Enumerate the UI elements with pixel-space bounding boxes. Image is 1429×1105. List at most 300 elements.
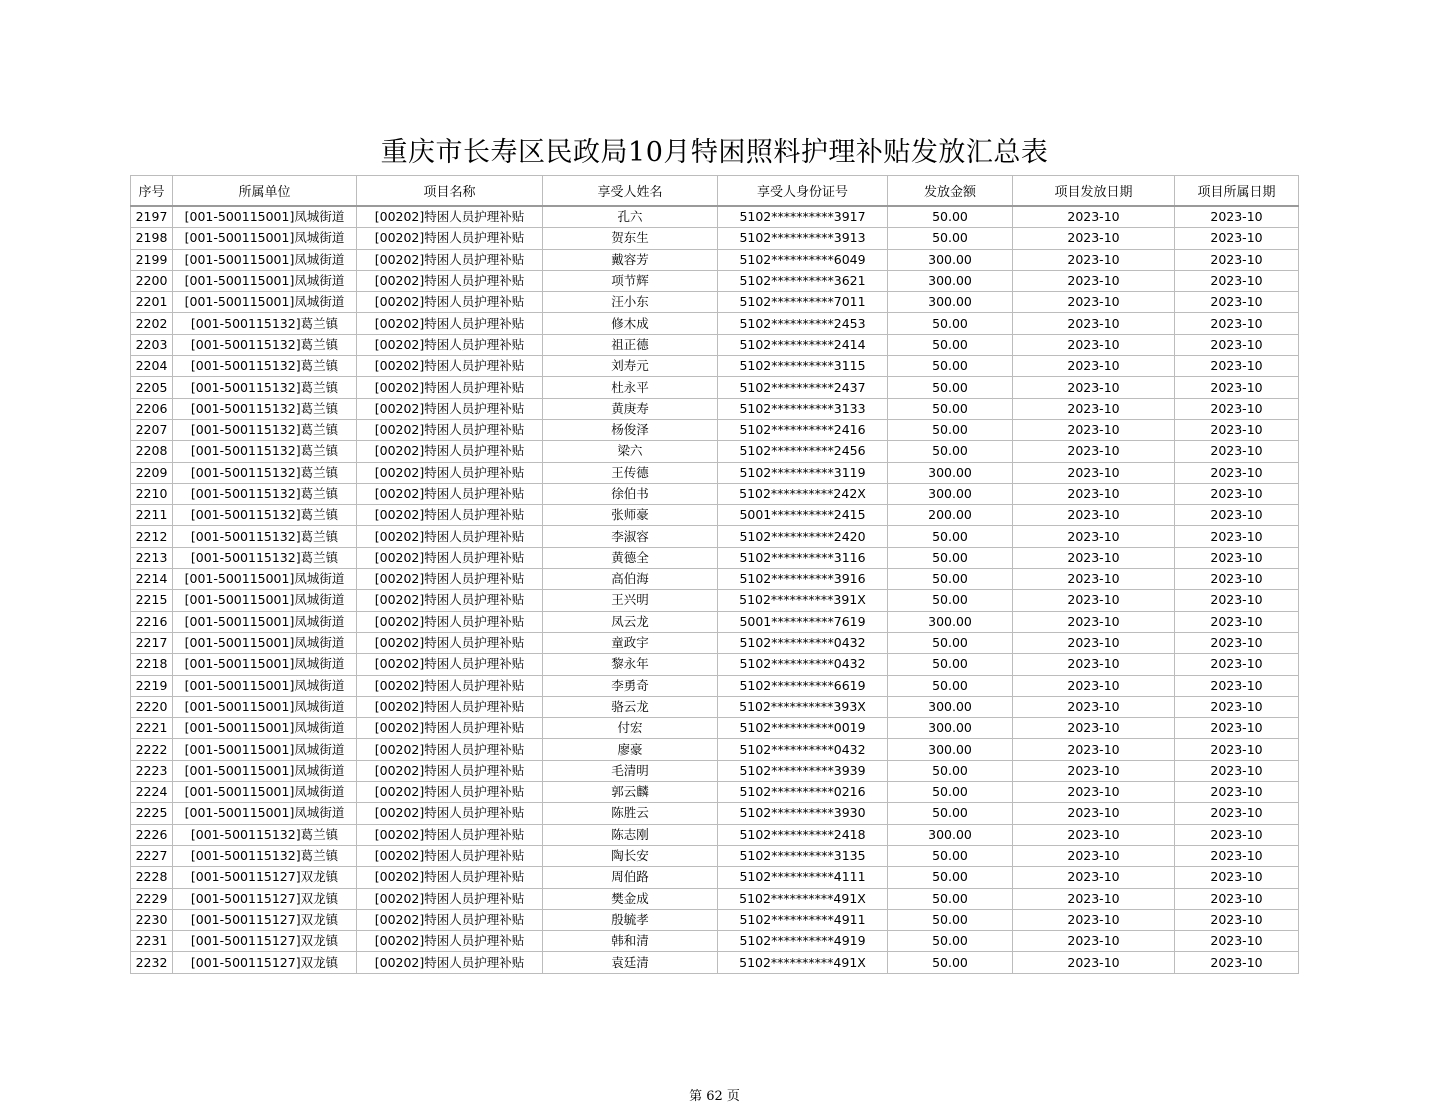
cell-id-number: 5102**********3116	[718, 547, 888, 568]
cell-index: 2211	[131, 505, 173, 526]
cell-project: [00202]特困人员护理补贴	[357, 313, 543, 334]
cell-recipient-name: 杜永平	[543, 377, 718, 398]
cell-issue-date: 2023-10	[1013, 398, 1175, 419]
cell-recipient-name: 杨俊泽	[543, 419, 718, 440]
cell-id-number: 5102**********3913	[718, 228, 888, 249]
table-row	[131, 206, 1299, 228]
table-row	[131, 803, 1299, 824]
cell-id-number: 5102**********491X	[718, 952, 888, 973]
cell-period-date: 2023-10	[1175, 867, 1299, 888]
cell-project: [00202]特困人员护理补贴	[357, 760, 543, 781]
column-header-amount: 发放金额	[888, 176, 1013, 207]
subsidy-table-container	[130, 175, 1298, 974]
cell-recipient-name: 黄德全	[543, 547, 718, 568]
cell-recipient-name: 张师豪	[543, 505, 718, 526]
cell-unit: [001-500115132]葛兰镇	[173, 419, 357, 440]
cell-index: 2231	[131, 931, 173, 952]
table-row	[131, 462, 1299, 483]
cell-recipient-name: 樊金成	[543, 888, 718, 909]
cell-project: [00202]特困人员护理补贴	[357, 569, 543, 590]
cell-index: 2204	[131, 356, 173, 377]
cell-id-number: 5102**********242X	[718, 483, 888, 504]
cell-amount: 50.00	[888, 356, 1013, 377]
cell-project: [00202]特困人员护理补贴	[357, 696, 543, 717]
cell-index: 2222	[131, 739, 173, 760]
cell-issue-date: 2023-10	[1013, 228, 1175, 249]
cell-issue-date: 2023-10	[1013, 632, 1175, 653]
cell-index: 2215	[131, 590, 173, 611]
cell-amount: 300.00	[888, 739, 1013, 760]
cell-amount: 50.00	[888, 803, 1013, 824]
cell-project: [00202]特困人员护理补贴	[357, 398, 543, 419]
cell-index: 2216	[131, 611, 173, 632]
cell-unit: [001-500115132]葛兰镇	[173, 462, 357, 483]
cell-amount: 50.00	[888, 760, 1013, 781]
cell-issue-date: 2023-10	[1013, 675, 1175, 696]
cell-recipient-name: 汪小东	[543, 292, 718, 313]
table-row	[131, 824, 1299, 845]
cell-amount: 300.00	[888, 696, 1013, 717]
table-row	[131, 313, 1299, 334]
cell-project: [00202]特困人员护理补贴	[357, 356, 543, 377]
cell-index: 2217	[131, 632, 173, 653]
cell-period-date: 2023-10	[1175, 888, 1299, 909]
cell-issue-date: 2023-10	[1013, 590, 1175, 611]
cell-recipient-name: 陶长安	[543, 845, 718, 866]
cell-amount: 300.00	[888, 824, 1013, 845]
cell-unit: [001-500115001]凤城街道	[173, 718, 357, 739]
document-title: 重庆市长寿区民政局10月特困照料护理补贴发放汇总表	[380, 137, 1049, 168]
cell-index: 2202	[131, 313, 173, 334]
cell-recipient-name: 袁廷清	[543, 952, 718, 973]
table-row	[131, 569, 1299, 590]
cell-unit: [001-500115132]葛兰镇	[173, 547, 357, 568]
cell-recipient-name: 项节辉	[543, 270, 718, 291]
cell-issue-date: 2023-10	[1013, 739, 1175, 760]
cell-amount: 50.00	[888, 441, 1013, 462]
cell-unit: [001-500115132]葛兰镇	[173, 356, 357, 377]
cell-period-date: 2023-10	[1175, 441, 1299, 462]
cell-period-date: 2023-10	[1175, 249, 1299, 270]
cell-id-number: 5102**********0432	[718, 632, 888, 653]
cell-issue-date: 2023-10	[1013, 547, 1175, 568]
cell-unit: [001-500115001]凤城街道	[173, 675, 357, 696]
cell-issue-date: 2023-10	[1013, 654, 1175, 675]
table-row	[131, 419, 1299, 440]
cell-period-date: 2023-10	[1175, 632, 1299, 653]
cell-period-date: 2023-10	[1175, 206, 1299, 228]
cell-recipient-name: 高伯海	[543, 569, 718, 590]
table-row	[131, 483, 1299, 504]
table-row	[131, 590, 1299, 611]
cell-index: 2221	[131, 718, 173, 739]
cell-amount: 50.00	[888, 334, 1013, 355]
cell-project: [00202]特困人员护理补贴	[357, 845, 543, 866]
cell-index: 2229	[131, 888, 173, 909]
cell-issue-date: 2023-10	[1013, 334, 1175, 355]
cell-id-number: 5102**********0019	[718, 718, 888, 739]
cell-recipient-name: 黎永年	[543, 654, 718, 675]
cell-index: 2228	[131, 867, 173, 888]
cell-recipient-name: 修木成	[543, 313, 718, 334]
table-header-row	[131, 176, 1299, 207]
cell-unit: [001-500115127]双龙镇	[173, 867, 357, 888]
table-row	[131, 526, 1299, 547]
cell-index: 2199	[131, 249, 173, 270]
cell-id-number: 5102**********0432	[718, 654, 888, 675]
cell-id-number: 5102**********4111	[718, 867, 888, 888]
cell-project: [00202]特困人员护理补贴	[357, 803, 543, 824]
table-row	[131, 888, 1299, 909]
cell-project: [00202]特困人员护理补贴	[357, 867, 543, 888]
cell-unit: [001-500115001]凤城街道	[173, 654, 357, 675]
cell-project: [00202]特困人员护理补贴	[357, 675, 543, 696]
cell-issue-date: 2023-10	[1013, 441, 1175, 462]
cell-id-number: 5102**********7011	[718, 292, 888, 313]
cell-issue-date: 2023-10	[1013, 483, 1175, 504]
column-header-id-number: 享受人身份证号	[718, 176, 888, 207]
table-row	[131, 270, 1299, 291]
cell-issue-date: 2023-10	[1013, 419, 1175, 440]
cell-period-date: 2023-10	[1175, 739, 1299, 760]
cell-project: [00202]特困人员护理补贴	[357, 419, 543, 440]
cell-period-date: 2023-10	[1175, 718, 1299, 739]
cell-project: [00202]特困人员护理补贴	[357, 632, 543, 653]
cell-issue-date: 2023-10	[1013, 952, 1175, 973]
cell-unit: [001-500115132]葛兰镇	[173, 313, 357, 334]
cell-index: 2197	[131, 206, 173, 228]
table-row	[131, 441, 1299, 462]
cell-period-date: 2023-10	[1175, 398, 1299, 419]
cell-amount: 50.00	[888, 931, 1013, 952]
cell-id-number: 5001**********7619	[718, 611, 888, 632]
cell-period-date: 2023-10	[1175, 419, 1299, 440]
cell-period-date: 2023-10	[1175, 909, 1299, 930]
table-row	[131, 505, 1299, 526]
cell-issue-date: 2023-10	[1013, 292, 1175, 313]
cell-project: [00202]特困人员护理补贴	[357, 590, 543, 611]
cell-unit: [001-500115127]双龙镇	[173, 888, 357, 909]
cell-recipient-name: 黄庚寿	[543, 398, 718, 419]
cell-unit: [001-500115132]葛兰镇	[173, 505, 357, 526]
cell-amount: 50.00	[888, 313, 1013, 334]
cell-unit: [001-500115132]葛兰镇	[173, 526, 357, 547]
cell-amount: 50.00	[888, 206, 1013, 228]
cell-project: [00202]特困人员护理补贴	[357, 931, 543, 952]
cell-recipient-name: 祖正德	[543, 334, 718, 355]
cell-recipient-name: 王传德	[543, 462, 718, 483]
cell-index: 2225	[131, 803, 173, 824]
table-row	[131, 739, 1299, 760]
cell-issue-date: 2023-10	[1013, 526, 1175, 547]
cell-issue-date: 2023-10	[1013, 696, 1175, 717]
cell-project: [00202]特困人员护理补贴	[357, 547, 543, 568]
cell-amount: 50.00	[888, 547, 1013, 568]
cell-issue-date: 2023-10	[1013, 206, 1175, 228]
cell-id-number: 5102**********2420	[718, 526, 888, 547]
table-row	[131, 760, 1299, 781]
cell-id-number: 5102**********3621	[718, 270, 888, 291]
cell-issue-date: 2023-10	[1013, 611, 1175, 632]
cell-index: 2230	[131, 909, 173, 930]
cell-index: 2207	[131, 419, 173, 440]
table-row	[131, 952, 1299, 973]
cell-id-number: 5102**********3916	[718, 569, 888, 590]
cell-id-number: 5102**********2437	[718, 377, 888, 398]
cell-index: 2203	[131, 334, 173, 355]
cell-project: [00202]特困人员护理补贴	[357, 270, 543, 291]
cell-index: 2212	[131, 526, 173, 547]
cell-amount: 50.00	[888, 228, 1013, 249]
cell-id-number: 5102**********0432	[718, 739, 888, 760]
cell-period-date: 2023-10	[1175, 569, 1299, 590]
cell-period-date: 2023-10	[1175, 803, 1299, 824]
cell-issue-date: 2023-10	[1013, 249, 1175, 270]
table-row	[131, 292, 1299, 313]
cell-recipient-name: 韩和清	[543, 931, 718, 952]
cell-id-number: 5102**********3930	[718, 803, 888, 824]
cell-period-date: 2023-10	[1175, 931, 1299, 952]
cell-amount: 50.00	[888, 590, 1013, 611]
cell-id-number: 5102**********391X	[718, 590, 888, 611]
cell-period-date: 2023-10	[1175, 590, 1299, 611]
cell-project: [00202]特困人员护理补贴	[357, 462, 543, 483]
cell-index: 2200	[131, 270, 173, 291]
cell-amount: 50.00	[888, 782, 1013, 803]
table-row	[131, 334, 1299, 355]
cell-recipient-name: 周伯路	[543, 867, 718, 888]
cell-unit: [001-500115001]凤城街道	[173, 228, 357, 249]
cell-period-date: 2023-10	[1175, 952, 1299, 973]
cell-unit: [001-500115132]葛兰镇	[173, 334, 357, 355]
cell-id-number: 5102**********2418	[718, 824, 888, 845]
cell-id-number: 5102**********491X	[718, 888, 888, 909]
cell-index: 2214	[131, 569, 173, 590]
cell-project: [00202]特困人员护理补贴	[357, 654, 543, 675]
cell-issue-date: 2023-10	[1013, 313, 1175, 334]
table-row	[131, 718, 1299, 739]
cell-unit: [001-500115132]葛兰镇	[173, 483, 357, 504]
cell-id-number: 5102**********2456	[718, 441, 888, 462]
cell-recipient-name: 贺东生	[543, 228, 718, 249]
cell-issue-date: 2023-10	[1013, 867, 1175, 888]
cell-unit: [001-500115132]葛兰镇	[173, 441, 357, 462]
cell-recipient-name: 陈胜云	[543, 803, 718, 824]
cell-index: 2198	[131, 228, 173, 249]
cell-amount: 300.00	[888, 718, 1013, 739]
table-row	[131, 675, 1299, 696]
table-row	[131, 611, 1299, 632]
cell-index: 2205	[131, 377, 173, 398]
cell-id-number: 5102**********6049	[718, 249, 888, 270]
cell-period-date: 2023-10	[1175, 611, 1299, 632]
cell-period-date: 2023-10	[1175, 760, 1299, 781]
cell-index: 2220	[131, 696, 173, 717]
cell-period-date: 2023-10	[1175, 505, 1299, 526]
cell-issue-date: 2023-10	[1013, 760, 1175, 781]
cell-id-number: 5102**********3917	[718, 206, 888, 228]
cell-index: 2208	[131, 441, 173, 462]
cell-period-date: 2023-10	[1175, 270, 1299, 291]
cell-amount: 50.00	[888, 569, 1013, 590]
cell-unit: [001-500115127]双龙镇	[173, 952, 357, 973]
cell-recipient-name: 骆云龙	[543, 696, 718, 717]
cell-project: [00202]特困人员护理补贴	[357, 377, 543, 398]
cell-issue-date: 2023-10	[1013, 377, 1175, 398]
cell-issue-date: 2023-10	[1013, 718, 1175, 739]
cell-recipient-name: 梁六	[543, 441, 718, 462]
cell-amount: 300.00	[888, 611, 1013, 632]
column-header-unit: 所属单位	[173, 176, 357, 207]
cell-amount: 50.00	[888, 909, 1013, 930]
cell-recipient-name: 殷毓孝	[543, 909, 718, 930]
cell-unit: [001-500115001]凤城街道	[173, 611, 357, 632]
cell-index: 2213	[131, 547, 173, 568]
cell-index: 2226	[131, 824, 173, 845]
cell-project: [00202]特困人员护理补贴	[357, 441, 543, 462]
cell-period-date: 2023-10	[1175, 377, 1299, 398]
cell-id-number: 5102**********3135	[718, 845, 888, 866]
cell-project: [00202]特困人员护理补贴	[357, 292, 543, 313]
cell-period-date: 2023-10	[1175, 654, 1299, 675]
cell-recipient-name: 童政宇	[543, 632, 718, 653]
cell-period-date: 2023-10	[1175, 462, 1299, 483]
cell-project: [00202]特困人员护理补贴	[357, 611, 543, 632]
cell-project: [00202]特困人员护理补贴	[357, 334, 543, 355]
subsidy-table	[130, 175, 1299, 974]
page-number: 第 62 页	[689, 1089, 740, 1104]
cell-index: 2201	[131, 292, 173, 313]
cell-amount: 50.00	[888, 845, 1013, 866]
column-header-issue-date: 项目发放日期	[1013, 176, 1175, 207]
cell-index: 2223	[131, 760, 173, 781]
cell-project: [00202]特困人员护理补贴	[357, 824, 543, 845]
cell-issue-date: 2023-10	[1013, 505, 1175, 526]
cell-project: [00202]特困人员护理补贴	[357, 249, 543, 270]
table-row	[131, 249, 1299, 270]
cell-issue-date: 2023-10	[1013, 888, 1175, 909]
cell-issue-date: 2023-10	[1013, 270, 1175, 291]
cell-id-number: 5102**********6619	[718, 675, 888, 696]
cell-project: [00202]特困人员护理补贴	[357, 782, 543, 803]
cell-period-date: 2023-10	[1175, 782, 1299, 803]
cell-issue-date: 2023-10	[1013, 931, 1175, 952]
table-row	[131, 377, 1299, 398]
table-row	[131, 931, 1299, 952]
cell-index: 2206	[131, 398, 173, 419]
cell-recipient-name: 廖豪	[543, 739, 718, 760]
cell-index: 2232	[131, 952, 173, 973]
table-row	[131, 782, 1299, 803]
cell-amount: 300.00	[888, 249, 1013, 270]
table-row	[131, 228, 1299, 249]
cell-recipient-name: 刘寿元	[543, 356, 718, 377]
table-body	[131, 206, 1299, 973]
cell-amount: 50.00	[888, 377, 1013, 398]
cell-issue-date: 2023-10	[1013, 824, 1175, 845]
cell-unit: [001-500115001]凤城街道	[173, 760, 357, 781]
cell-unit: [001-500115132]葛兰镇	[173, 377, 357, 398]
table-row	[131, 547, 1299, 568]
cell-project: [00202]特困人员护理补贴	[357, 505, 543, 526]
column-header-period-date: 项目所属日期	[1175, 176, 1299, 207]
cell-unit: [001-500115001]凤城街道	[173, 803, 357, 824]
cell-amount: 50.00	[888, 952, 1013, 973]
cell-period-date: 2023-10	[1175, 824, 1299, 845]
cell-amount: 50.00	[888, 398, 1013, 419]
cell-unit: [001-500115001]凤城街道	[173, 249, 357, 270]
cell-id-number: 5102**********3119	[718, 462, 888, 483]
cell-index: 2209	[131, 462, 173, 483]
cell-issue-date: 2023-10	[1013, 909, 1175, 930]
cell-id-number: 5102**********2414	[718, 334, 888, 355]
column-header-recipient-name: 享受人姓名	[543, 176, 718, 207]
cell-unit: [001-500115132]葛兰镇	[173, 398, 357, 419]
table-row	[131, 356, 1299, 377]
table-row	[131, 845, 1299, 866]
cell-recipient-name: 陈志刚	[543, 824, 718, 845]
cell-id-number: 5102**********3133	[718, 398, 888, 419]
cell-issue-date: 2023-10	[1013, 803, 1175, 824]
cell-id-number: 5102**********393X	[718, 696, 888, 717]
cell-unit: [001-500115132]葛兰镇	[173, 824, 357, 845]
cell-project: [00202]特困人员护理补贴	[357, 952, 543, 973]
cell-unit: [001-500115001]凤城街道	[173, 782, 357, 803]
cell-index: 2227	[131, 845, 173, 866]
cell-unit: [001-500115001]凤城街道	[173, 590, 357, 611]
cell-project: [00202]特困人员护理补贴	[357, 718, 543, 739]
cell-amount: 50.00	[888, 888, 1013, 909]
cell-recipient-name: 戴容芳	[543, 249, 718, 270]
cell-recipient-name: 李淑容	[543, 526, 718, 547]
cell-amount: 50.00	[888, 419, 1013, 440]
cell-project: [00202]特困人员护理补贴	[357, 739, 543, 760]
cell-issue-date: 2023-10	[1013, 845, 1175, 866]
cell-recipient-name: 凤云龙	[543, 611, 718, 632]
table-row	[131, 632, 1299, 653]
table-row	[131, 398, 1299, 419]
cell-project: [00202]特困人员护理补贴	[357, 228, 543, 249]
cell-index: 2219	[131, 675, 173, 696]
cell-unit: [001-500115127]双龙镇	[173, 931, 357, 952]
column-header-index: 序号	[131, 176, 173, 207]
table-row	[131, 909, 1299, 930]
cell-id-number: 5001**********2415	[718, 505, 888, 526]
cell-amount: 50.00	[888, 867, 1013, 888]
cell-period-date: 2023-10	[1175, 696, 1299, 717]
cell-unit: [001-500115001]凤城街道	[173, 206, 357, 228]
cell-amount: 50.00	[888, 526, 1013, 547]
cell-recipient-name: 徐伯书	[543, 483, 718, 504]
cell-unit: [001-500115001]凤城街道	[173, 270, 357, 291]
cell-project: [00202]特困人员护理补贴	[357, 526, 543, 547]
column-header-project: 项目名称	[357, 176, 543, 207]
cell-recipient-name: 付宏	[543, 718, 718, 739]
cell-unit: [001-500115001]凤城街道	[173, 739, 357, 760]
cell-recipient-name: 孔六	[543, 206, 718, 228]
cell-period-date: 2023-10	[1175, 334, 1299, 355]
cell-unit: [001-500115001]凤城街道	[173, 632, 357, 653]
table-row	[131, 867, 1299, 888]
cell-id-number: 5102**********3939	[718, 760, 888, 781]
cell-recipient-name: 郭云麟	[543, 782, 718, 803]
cell-amount: 300.00	[888, 270, 1013, 291]
cell-unit: [001-500115132]葛兰镇	[173, 845, 357, 866]
cell-amount: 50.00	[888, 632, 1013, 653]
cell-recipient-name: 王兴明	[543, 590, 718, 611]
cell-project: [00202]特困人员护理补贴	[357, 909, 543, 930]
cell-issue-date: 2023-10	[1013, 356, 1175, 377]
